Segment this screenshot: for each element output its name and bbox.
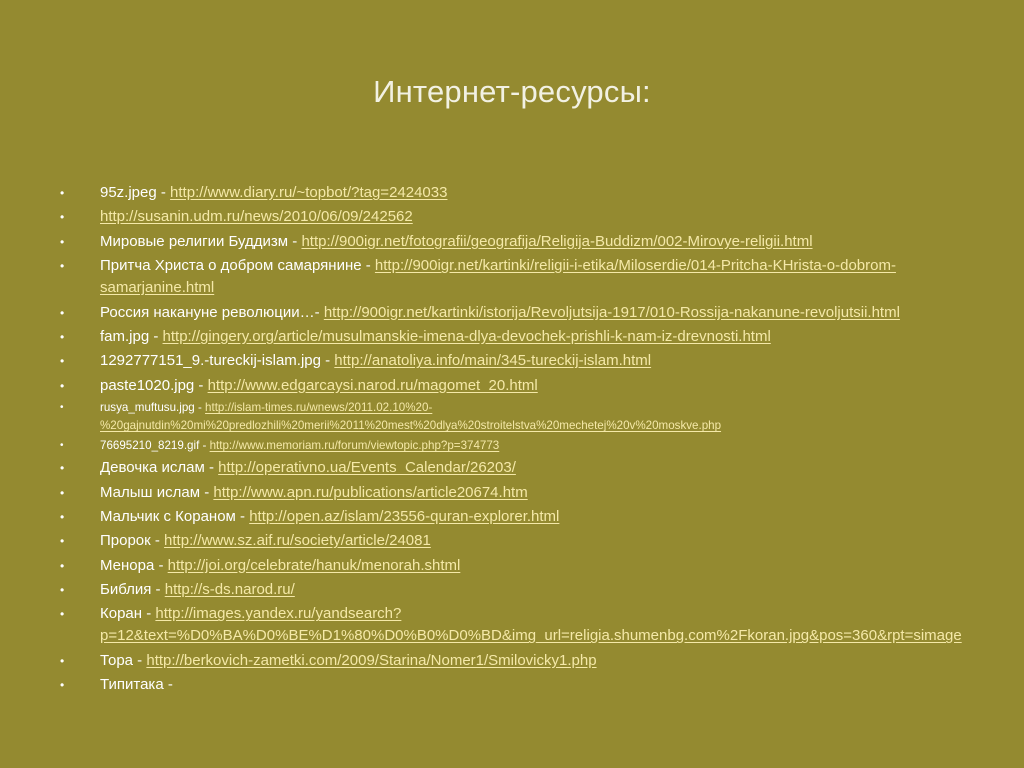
resource-label: Коран - — [100, 605, 156, 623]
resource-label: Библия - — [100, 581, 165, 599]
resource-item — [60, 650, 960, 672]
resource-link[interactable]: http://900igr.net/kartinki/religii-i-etika/Miloserdie/014-Pritcha-KHrista-o-dobrom-samarjanine.html — [100, 257, 896, 297]
bullet-icon: • — [60, 402, 64, 414]
resource-item — [60, 231, 960, 253]
resource-link[interactable]: http://gingery.org/article/musulmanskie-imena-dlya-devochek-prishli-k-nam-iz-drevnosti.html — [162, 327, 771, 345]
resource-item — [60, 206, 960, 228]
resource-item — [60, 399, 960, 435]
resource-list — [60, 182, 960, 699]
resource-label: paste1020.jpg - — [100, 376, 208, 394]
resource-item — [60, 255, 960, 299]
resource-item — [60, 482, 960, 504]
resource-link[interactable]: http://www.edgarcaysi.narod.ru/magomet_20.html — [207, 376, 538, 394]
resource-item — [60, 350, 960, 372]
resource-link[interactable]: http://islam-times.ru/wnews/2011.02.10%20-%20gajnutdin%20mi%20predlozhili%20merii%2011%20mest%20dlya%20stroitelstva%20mechetej%20v%20moskve.php — [100, 401, 722, 433]
resource-link[interactable]: http://operativno.ua/Events_Calendar/26203/ — [218, 459, 516, 477]
bullet-icon: • — [60, 378, 65, 393]
resource-item — [60, 674, 960, 696]
resource-link[interactable]: http://www.apn.ru/publications/article20674.htm — [213, 483, 528, 501]
resource-label: Мальчик с Кораном - — [100, 507, 250, 525]
resource-label: 76695210_8219.gif - — [100, 439, 210, 453]
resource-label: Типитака - — [100, 676, 173, 694]
resource-link[interactable]: http://900igr.net/kartinki/istorija/Revoljutsija-1917/010-Rossija-nakanune-revoljutsii.html — [323, 303, 900, 321]
resource-label: Притча Христа о добром самарянине - — [100, 257, 375, 275]
resource-label: Россия накануне революции…- — [100, 303, 324, 321]
resource-item — [60, 375, 960, 397]
bullet-icon: • — [60, 461, 65, 476]
resource-item — [60, 182, 960, 204]
bullet-icon: • — [60, 678, 65, 693]
bullet-icon: • — [60, 440, 64, 452]
slide-title: Интернет-ресурсы: — [373, 74, 651, 109]
resource-label: 95z.jpeg - — [100, 184, 171, 201]
bullet-icon: • — [60, 607, 65, 622]
resource-link[interactable]: http://s-ds.narod.ru/ — [164, 581, 295, 599]
resource-item — [60, 579, 960, 601]
bullet-icon: • — [60, 210, 65, 225]
resource-label: Менора - — [100, 556, 168, 574]
resource-link[interactable]: http://joi.org/celebrate/hanuk/menorah.shtml — [167, 556, 461, 574]
bullet-icon: • — [60, 534, 65, 549]
resource-item — [60, 302, 960, 324]
resource-label: Мировые религии Буддизм - — [100, 232, 302, 250]
resource-item — [60, 506, 960, 528]
bullet-icon: • — [60, 186, 65, 200]
resource-label: fam.jpg - — [100, 327, 163, 345]
resource-link[interactable]: http://anatoliya.info/main/345-tureckij-islam.html — [334, 352, 652, 370]
resource-item — [60, 437, 960, 455]
bullet-icon: • — [60, 583, 65, 598]
resource-link[interactable]: http://berkovich-zametki.com/2009/Starina/Nomer1/Smilovicky1.php — [146, 651, 597, 669]
resource-item — [60, 603, 960, 647]
resource-link[interactable]: http://www.memoriam.ru/forum/viewtopic.php?p=374773 — [209, 439, 500, 453]
bullet-icon: • — [60, 234, 65, 249]
resource-link[interactable]: http://900igr.net/fotografii/geografija/Religija-Buddizm/002-Mirovye-religii.html — [301, 232, 813, 250]
bullet-icon: • — [60, 509, 65, 524]
resource-item — [60, 555, 960, 577]
resource-link[interactable]: http://www.sz.aif.ru/society/article/24081 — [164, 532, 431, 550]
bullet-icon: • — [60, 354, 65, 369]
resource-label: Тора - — [100, 651, 147, 669]
resource-label: Малыш ислам - — [100, 483, 214, 501]
resource-link[interactable]: http://open.az/islam/23556-quran-explorer.html — [249, 507, 560, 525]
bullet-icon: • — [60, 305, 65, 320]
resource-item — [60, 530, 960, 552]
bullet-icon: • — [60, 653, 65, 668]
bullet-icon: • — [60, 259, 65, 274]
resource-label: Девочка ислам - — [100, 459, 219, 477]
bullet-icon: • — [60, 329, 65, 344]
resource-label: 1292777151_9.-tureckij-islam.jpg - — [100, 352, 335, 370]
resource-link[interactable]: http://www.diary.ru/~topbot/?tag=2424033 — [170, 184, 448, 201]
resource-label: rusya_muftusu.jpg - — [100, 401, 206, 415]
resource-item — [60, 326, 960, 348]
bullet-icon: • — [60, 485, 65, 500]
resource-link[interactable]: http://images.yandex.ru/yandsearch?p=12&text=%D0%BA%D0%BE%D1%80%D0%B0%D0%BD&img_url=religia.shumenbg.com%2Fkoran.jpg&pos=360&rpt=simage — [100, 605, 962, 645]
bullet-icon: • — [60, 558, 65, 573]
resource-item — [60, 457, 960, 479]
resource-label: Пророк - — [100, 532, 165, 550]
resource-link[interactable]: http://susanin.udm.ru/news/2010/06/09/242562 — [100, 208, 413, 226]
